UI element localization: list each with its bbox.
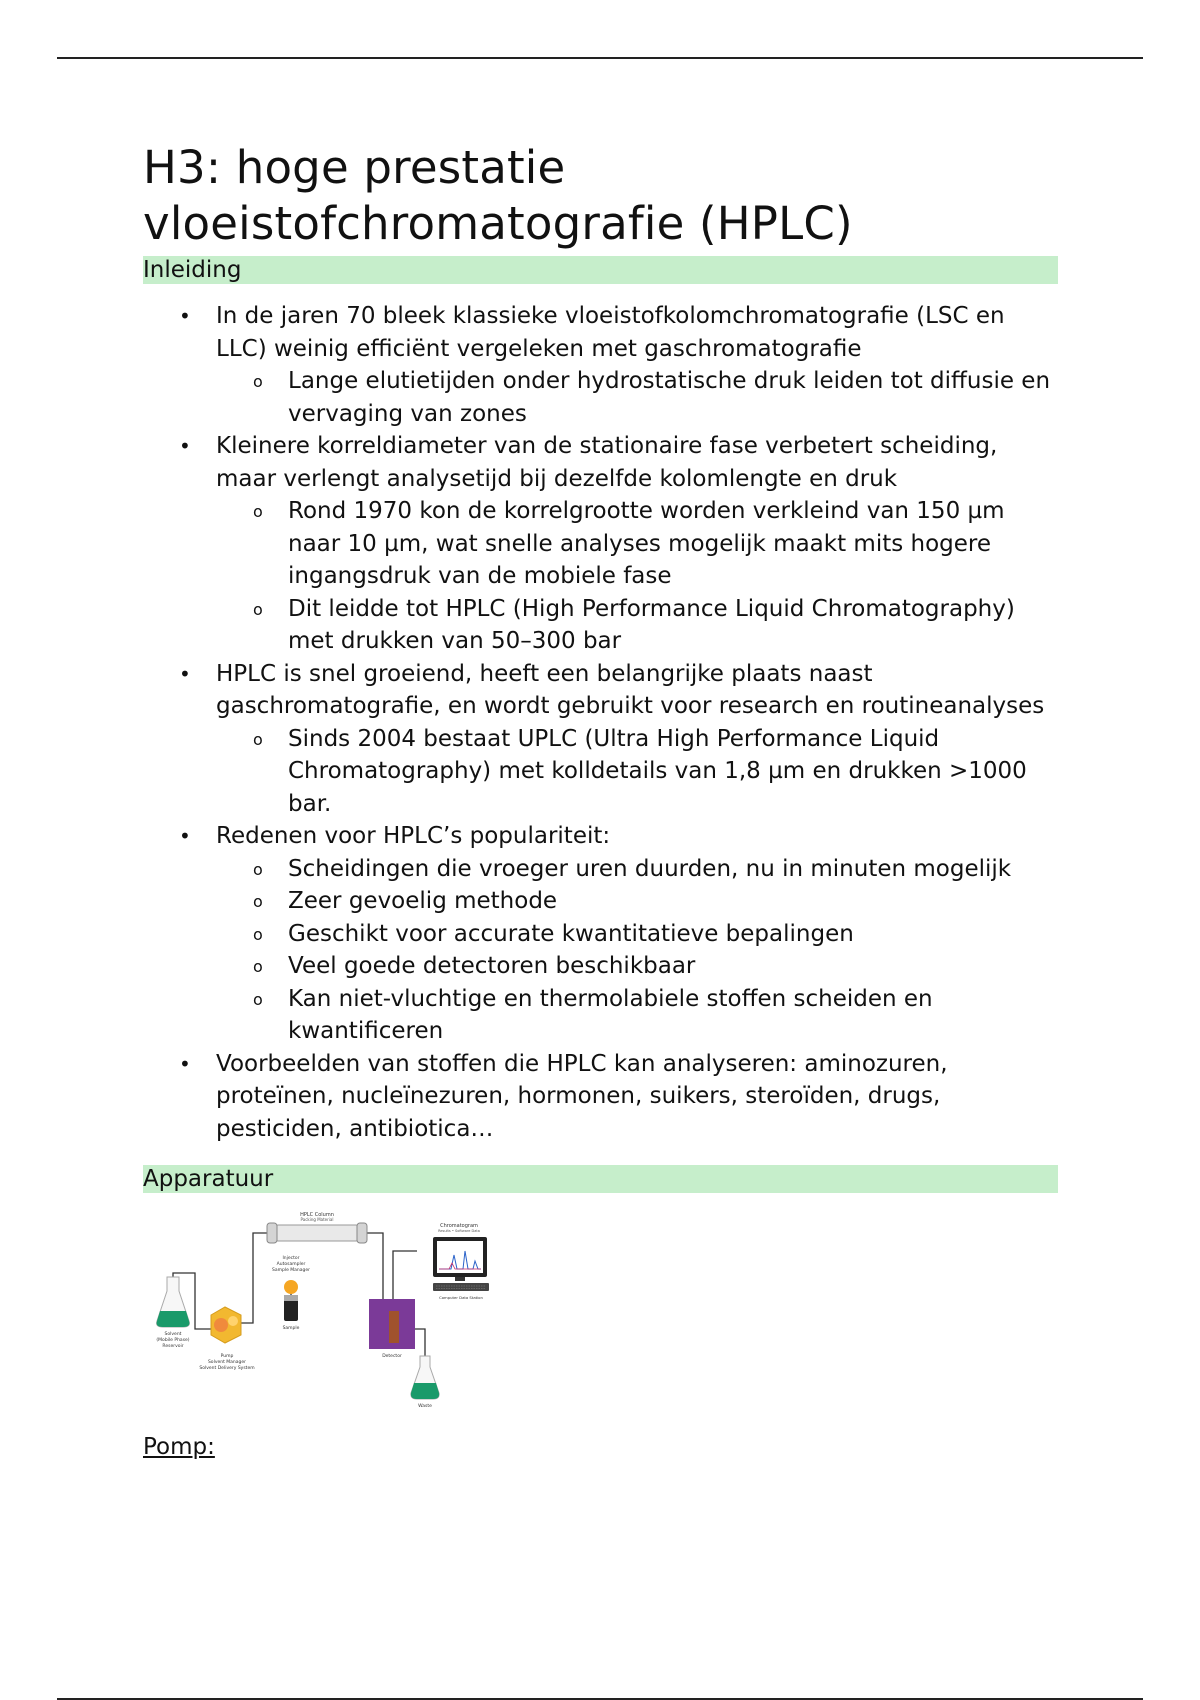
sub-bullet-item — [215, 365, 1058, 430]
bullet-glyph: • — [179, 824, 191, 848]
section-heading-apparatuur: Apparatuur — [143, 1165, 1058, 1193]
computer-monitor-icon — [433, 1237, 489, 1291]
solvent-flask-icon — [157, 1277, 190, 1327]
sub-bullet-text: Zeer gevoelig methode — [288, 888, 558, 914]
waste-flask-icon — [411, 1356, 439, 1399]
sub-bullet-item — [215, 495, 1058, 593]
sub-bullet-item — [215, 950, 1058, 983]
pump-sub1: Solvent Manager — [207, 1360, 247, 1365]
injector-label: Injector — [282, 1256, 300, 1261]
sub-bullet-list — [216, 495, 1058, 658]
sub-bullet-text: Dit leidde tot HPLC (High Performance Liquid Chromatography) met drukken van 50–300 bar — [288, 595, 1015, 654]
sub-bullet-glyph: o — [253, 957, 263, 976]
hplc-apparatus-diagram — [143, 1211, 503, 1411]
sub-bullet-list — [216, 365, 1058, 430]
sub-bullet-list — [216, 723, 1058, 821]
bullet-glyph: • — [179, 304, 191, 328]
sub-bullet-text: Geschikt voor accurate kwantitatieve bepalingen — [288, 920, 854, 947]
subheading-pomp: Pomp: — [143, 1434, 215, 1460]
chromatogram-label: Chromatogram — [440, 1223, 478, 1229]
detector-label: Detector — [382, 1354, 402, 1359]
solvent-label: Solvent — [164, 1332, 182, 1337]
sub-bullet-item — [215, 723, 1058, 821]
pump-sub2: Solvent Delivery System — [199, 1366, 255, 1371]
solvent-sub2: Reservoir — [162, 1344, 184, 1349]
sub-bullet-list — [216, 853, 1058, 1048]
detector-icon — [369, 1299, 415, 1349]
document-page — [143, 140, 1058, 1461]
bullet-item — [143, 1048, 1058, 1146]
sub-bullet-glyph: o — [253, 502, 263, 521]
header-rule — [57, 57, 1143, 59]
bullet-item — [143, 430, 1058, 658]
column-label: HPLC Column — [300, 1212, 334, 1218]
bullet-list — [143, 300, 1058, 1145]
column-sublabel: Packing Material — [300, 1217, 334, 1222]
injector-icon — [284, 1280, 298, 1321]
sub-bullet-glyph: o — [253, 599, 263, 619]
bullet-glyph: • — [179, 1051, 191, 1076]
page-title: H3: hoge prestatie vloeistofchromatografie (HPLC) — [143, 141, 853, 250]
bullet-item — [143, 658, 1058, 821]
bullet-text: In de jaren 70 bleek klassieke vloeistofkolomchromatografie (LSC en LLC) weinig efficiënt vergeleken met gaschromatografie — [216, 303, 1005, 362]
injector-sub2: Sample Manager — [271, 1268, 311, 1273]
solvent-sub1: (Mobile Phase) — [156, 1338, 190, 1343]
bullet-text: HPLC is snel groeiend, heeft een belangrijke plaats naast gaschromatografie, en wordt gebruikt voor research en routineanalyses — [216, 660, 1045, 719]
pump-icon — [211, 1307, 241, 1343]
bullet-text: Voorbeelden van stoffen die HPLC kan analyseren: aminozuren, proteïnen, nucleïnezuren, hormonen, suikers, steroïden, drugs, pesticiden, antibiotica… — [216, 1050, 948, 1142]
sub-bullet-glyph: o — [253, 924, 263, 944]
sub-bullet-item — [215, 593, 1058, 658]
injector-sub1: Autosampler — [276, 1262, 306, 1267]
sub-bullet-glyph: o — [253, 859, 263, 879]
sub-bullet-item — [215, 853, 1058, 886]
sub-bullet-text: Rond 1970 kon de korrelgrootte worden verkleind van 150 µm naar 10 µm, wat snelle analyses mogelijk maakt mits hogere ingangsdruk van de mobiele fase — [288, 498, 1005, 589]
pump-label: Pump — [220, 1354, 234, 1359]
sub-bullet-text: Veel goede detectoren beschikbaar — [288, 953, 696, 979]
sub-bullet-text: Sinds 2004 bestaat UPLC (Ultra High Performance Liquid Chromatography) met kolldetails van 1,8 µm en drukken >1000 bar. — [288, 725, 1027, 817]
chromatogram-sub: Results • Software Data — [438, 1229, 480, 1233]
sub-bullet-glyph: o — [253, 372, 263, 391]
bullet-text: Kleinere korreldiameter van de stationaire fase verbetert scheiding, maar verlengt analysetijd bij dezelfde kolomlengte en druk — [216, 433, 998, 492]
waste-label: Waste — [418, 1404, 432, 1409]
sub-bullet-item — [215, 983, 1058, 1048]
bullet-text: Redenen voor HPLC’s populariteit: — [216, 823, 611, 849]
section-heading-inleiding: Inleiding — [143, 256, 1058, 284]
sample-label: Sample — [282, 1326, 300, 1331]
sub-bullet-glyph: o — [253, 729, 263, 749]
sub-bullet-text: Scheidingen die vroeger uren duurden, nu in minuten mogelijk — [288, 855, 1012, 882]
bullet-glyph: • — [179, 661, 191, 686]
sub-bullet-item — [215, 918, 1058, 951]
hplc-column-icon — [267, 1223, 367, 1243]
sub-bullet-text: Kan niet-vluchtige en thermolabiele stoffen scheiden en kwantificeren — [288, 985, 933, 1044]
sub-bullet-glyph: o — [253, 892, 263, 911]
sub-bullet-item — [215, 885, 1058, 918]
bullet-glyph: • — [179, 434, 191, 458]
sub-bullet-text: Lange elutietijden onder hydrostatische druk leiden tot diffusie en vervaging van zones — [288, 368, 1051, 427]
bullet-item — [143, 820, 1058, 1048]
sub-bullet-glyph: o — [253, 989, 263, 1009]
workstation-label: Computer Data Station — [439, 1295, 483, 1300]
bullet-item — [143, 300, 1058, 430]
